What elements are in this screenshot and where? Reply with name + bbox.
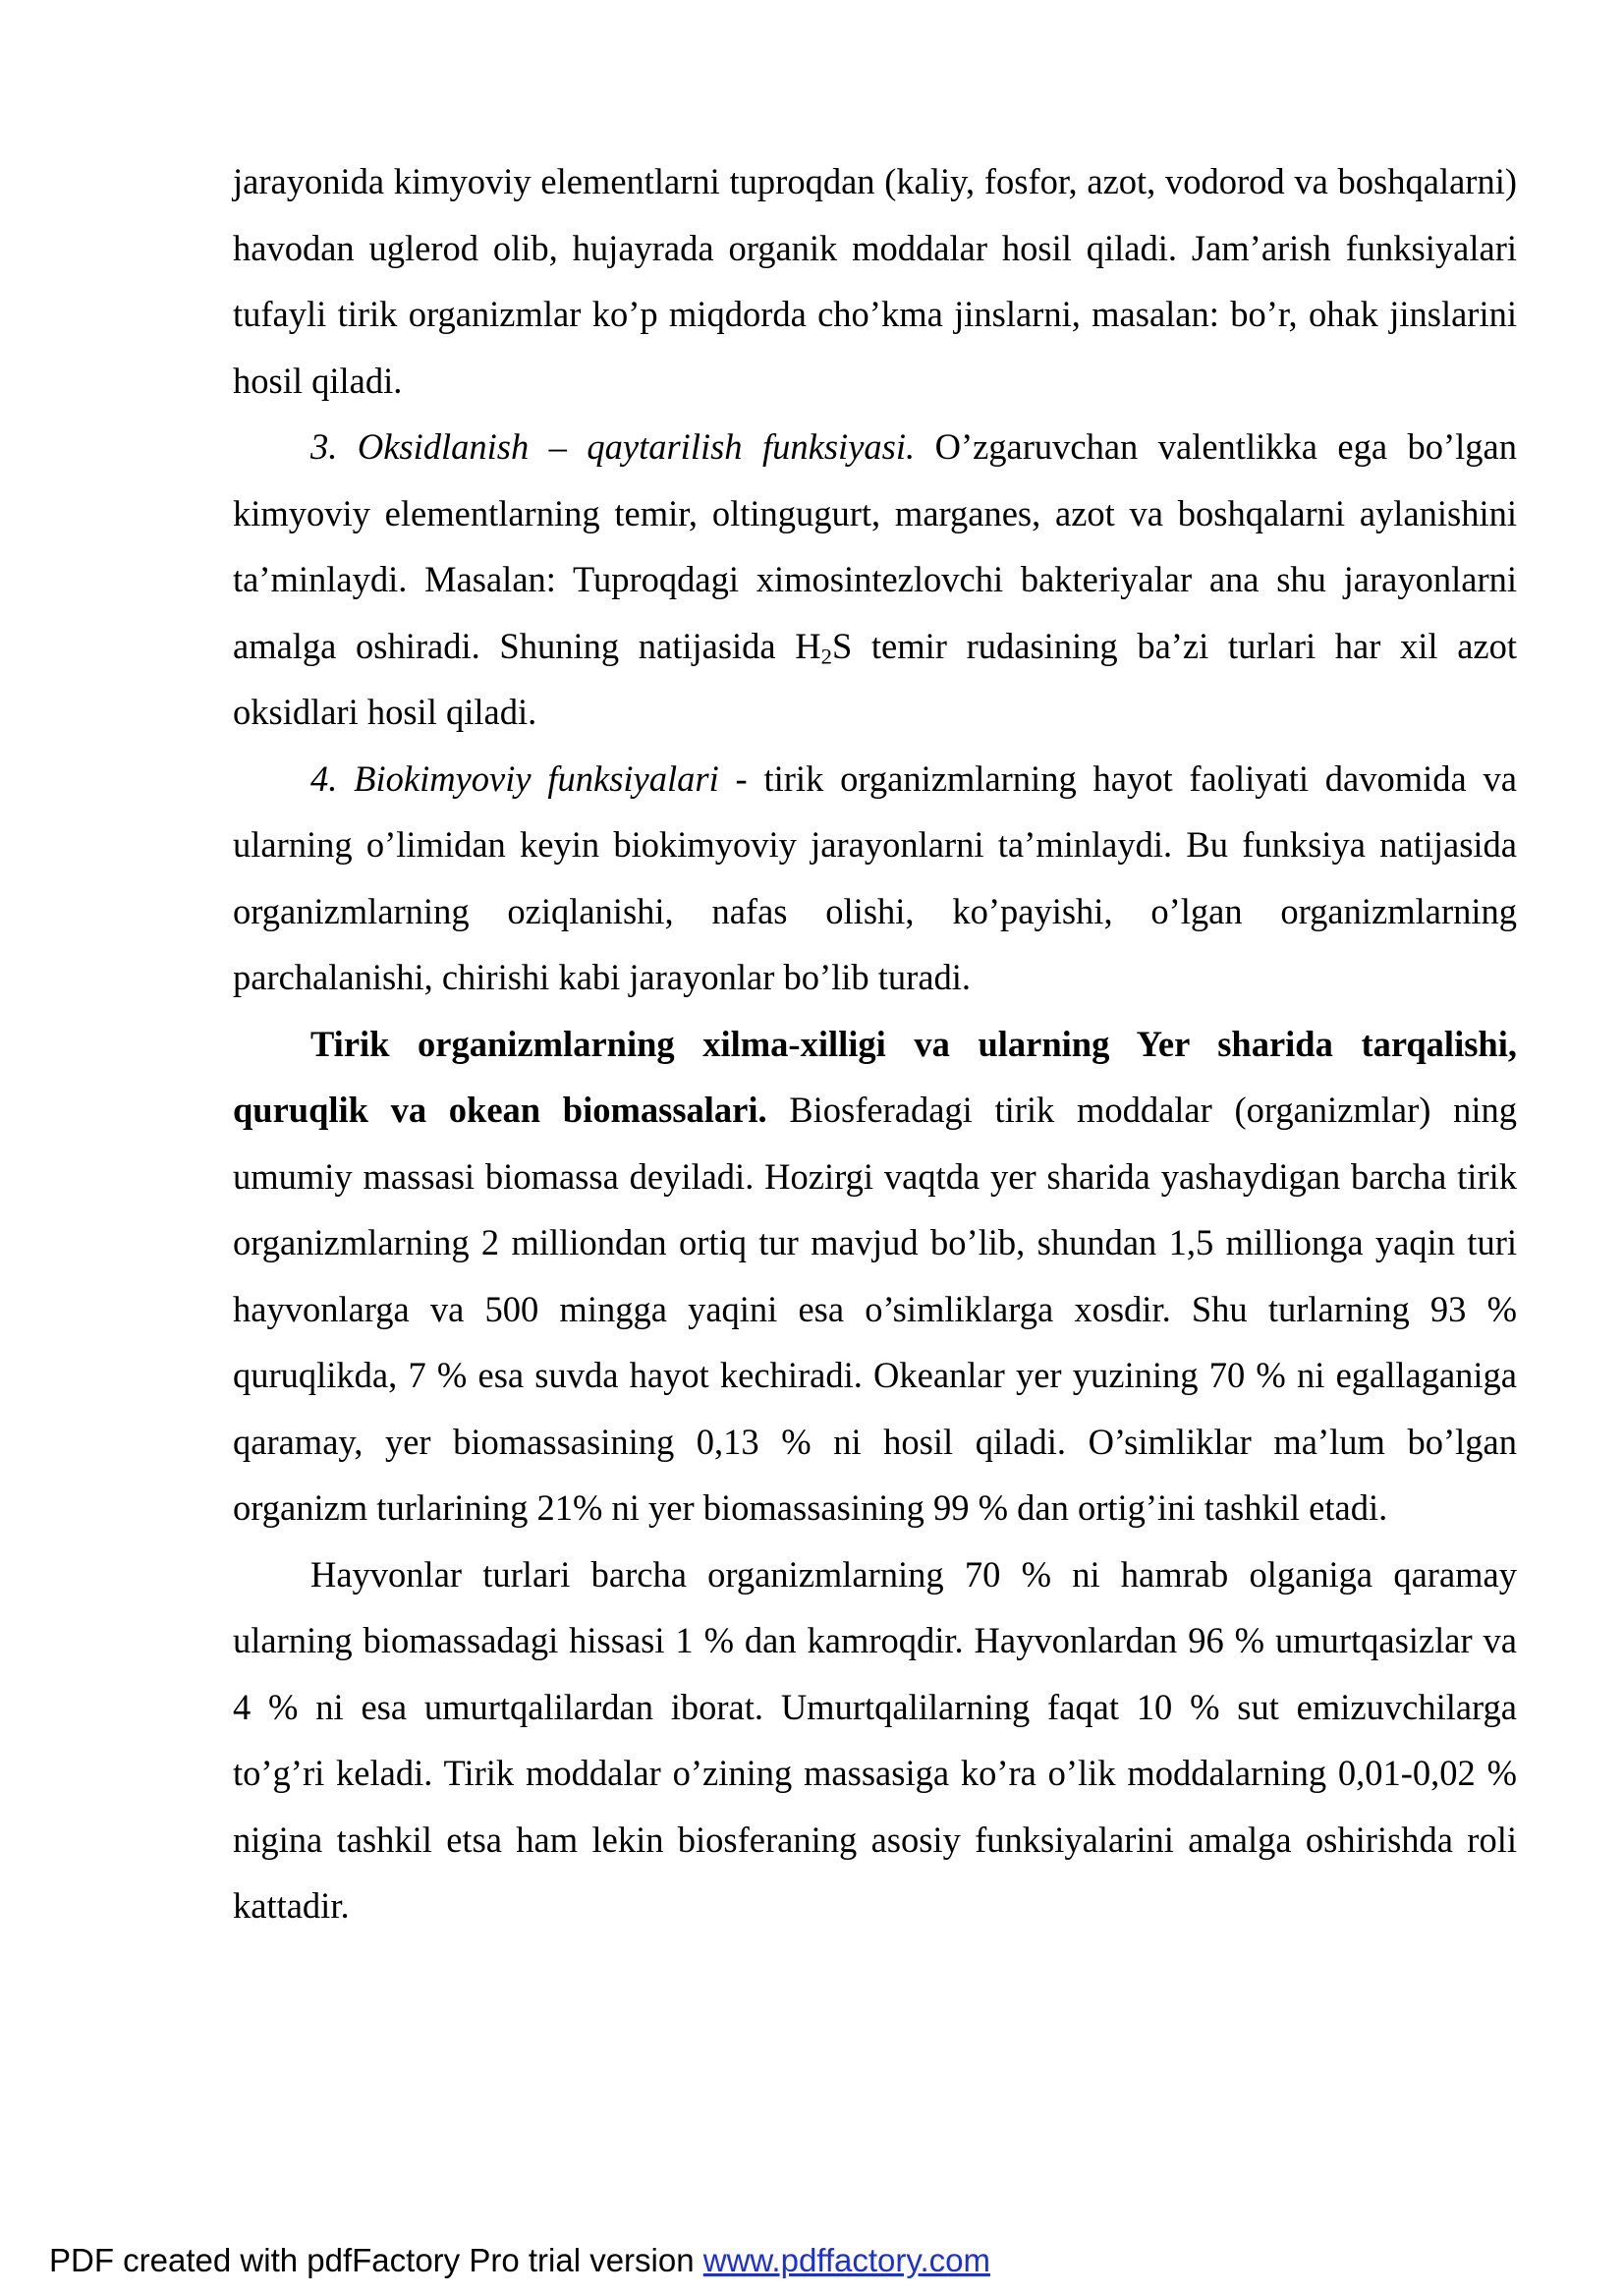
- paragraph-biochemical-function: [233, 746, 1517, 1011]
- biochemical-function-text: - tirik organizmlarning hayot faoliyati davomida va ularning o’limidan keyin biokimyoviy jarayonlarni ta’minlaydi. Bu funksiya natijasida organizmlarning oziqlanishi, nafas olishi, ko’payishi, o’lgan organizmlarning parchalanishi, chirishi kabi jarayonlar bo’lib turadi.: [233, 757, 1517, 997]
- paragraph-oxidation-function: [233, 414, 1517, 746]
- biochemical-function-heading: 4. Biokimyoviy funksiyalari: [310, 757, 719, 799]
- paragraph-biomass: [233, 1011, 1517, 1541]
- oxidation-function-heading: 3. Oksidlanish – qaytarilish funksiyasi.: [310, 426, 916, 467]
- footer-link[interactable]: www.pdffactory.com: [702, 2242, 990, 2278]
- footer-text: PDF created with pdfFactory Pro trial version: [49, 2242, 703, 2278]
- paragraph-continuation: jarayonida kimyoviy elementlarni tuproqdan (kaliy, fosfor, azot, vodorod va boshqalarni) havodan uglerod olib, hujayrada organik moddalar hosil qiladi. Jam’arish funksiyalari tufayli tirik organizmlar ko’p miqdorda cho’kma jinslarni, masalan: bo’r, ohak jinslarini hosil qiladi.: [233, 161, 1517, 401]
- page-body: [233, 148, 1517, 1939]
- pdf-footer: [49, 2241, 990, 2280]
- oxidation-function-text-end: S temir rudasining ba’zi turlari har xil azot oksidlari hosil qiladi.: [233, 625, 1517, 732]
- biomass-text: Biosferadagi tirik moddalar (organizmlar) ning umumiy massasi biomassa deyiladi. Hozirgi vaqtda yer sharida yashaydigan barcha tirik organizmlarning 2 milliondan ortiq tur mavjud bo’lib, shundan 1,5 millionga yaqin turi hayvonlarga va 500 mingga yaqini esa o’simliklarga xosdir. Shu turlarning 93 % quruqlikda, 7 % esa suvda hayot kechiradi. Okeanlar yer yuzining 70 % ni egallaganiga qaramay, yer biomassasining 0,13 % ni hosil qiladi. O’simliklar ma’lum bo’lgan organizm turlarining 21% ni yer biomassasining 99 % dan ortig’ini tashkil etadi.: [233, 1090, 1517, 1528]
- paragraph-animals: Hayvonlar turlari barcha organizmlarning 70 % ni hamrab olganiga qaramay ularning biomassadagi hissasi 1 % dan kamroqdir. Hayvonlardan 96 % umurtqasizlar va 4 % ni esa umurtqalilardan iborat. Umurtqalilarning faqat 10 % sut emizuvchilarga to’g’ri keladi. Tirik moddalar o’zining massasiga ko’ra o’lik moddalarning 0,01-0,02 % nigina tashkil etsa ham lekin biosferaning asosiy funksiyalarini amalga oshirishda roli kattadir.: [233, 1553, 1517, 1926]
- oxidation-function-text: O’zgaruvchan valentlikka ega bo’lgan kimyoviy elementlarning temir, oltingugurt, marganes, azot va boshqalarni aylanishini ta’minlaydi. Masalan: Tuproqdagi ximosintezlovchi bakteriyalar ana shu jarayonlarni amalga oshiradi. Shuning natijasida H: [233, 426, 1517, 666]
- h2s-subscript: 2: [820, 644, 832, 669]
- biomass-section-heading: Tirik organizmlarning xilma-xilligi va ularning Yer sharida tarqalishi, quruqlik va okean biomassalari.: [233, 1023, 1517, 1130]
